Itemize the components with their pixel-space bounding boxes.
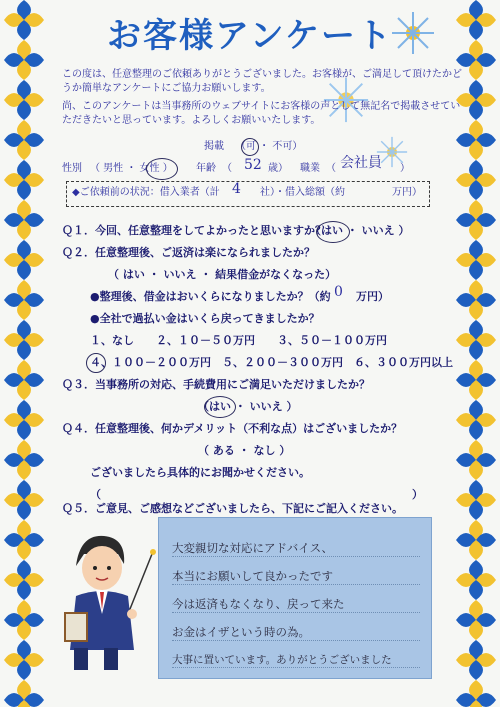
sex-label: 性別 (62, 163, 82, 174)
intro-line: 尚、このアンケートは当事務所のウェブサイトにお客様の声として無記名で掲載させてい (62, 101, 461, 112)
left-decorative-border (4, 0, 44, 707)
header (60, 10, 440, 62)
job-value: 会社員 (340, 155, 382, 171)
comment-line: 大変親切な対応にアドバイス、 (172, 540, 420, 557)
sparkle-icon (388, 8, 438, 58)
q2-options: （ はい ・ いいえ ・ 結果借金がなくなった） (108, 268, 337, 281)
q4-text: Ｑ４．任意整理後、何かデメリット（不利な点）はございましたか？ (62, 422, 403, 435)
age-label: 年齢 (196, 163, 216, 174)
q2-row1: １、なし ２、１０－５０万円 ３、５０－１００万円 (90, 334, 387, 347)
status-prefix: ◆ご依頼前の状況：借入業者（計 (72, 187, 220, 198)
selected-mark (316, 221, 350, 243)
status-suffix: 万円） (392, 187, 422, 198)
q4-blank-open: （ (90, 488, 101, 501)
q3-options: （はい ・ いいえ ） (198, 400, 298, 413)
selected-mark (86, 353, 106, 373)
age-value: 52 (244, 157, 262, 173)
q2-text: Ｑ２．任意整理後、ご返済は楽になられましたか？ (62, 246, 315, 259)
status-mid: 社）・借入総額（約 (260, 187, 345, 198)
selected-mark (146, 158, 178, 180)
q4-blank-close: ） (412, 488, 423, 501)
selected-mark (204, 396, 236, 418)
q2-sub2: ●全社で過払い金はいくら戻ってきましたか？ (90, 312, 320, 325)
q4-followup: ございましたら具体的にお聞かせください。 (90, 466, 310, 479)
q5-text: Ｑ５．ご意見、ご感想などございましたら、下記にご記入ください。 (62, 502, 403, 515)
q1-text: Ｑ１．今回、任意整理をしてよかったと思いますか？ (62, 224, 326, 237)
comment-line: お金はイザという時の為。 (172, 624, 420, 641)
q2-row2: ４、１００－２００万円 ５、２００－３００万円 ６、３００万円以上 (90, 356, 453, 369)
comment-line: 大事に置いています。ありがとうございました (172, 652, 420, 668)
q1-options: （はい ・ いいえ ） (310, 224, 410, 237)
selected-mark (241, 138, 259, 156)
q4-options: （ ある ・ なし ） (198, 444, 291, 457)
age-unit: 歳） (268, 163, 288, 174)
q2-sub1-value: 0 (334, 284, 343, 300)
businessman-illustration (58, 524, 158, 674)
status-companies: 4 (232, 181, 241, 197)
q3-text: Ｑ３．当事務所の対応、手続費用にご満足いただけましたか？ (62, 378, 370, 391)
q2-sub1: ●整理後、借金はおいくらになりましたか？（約 (90, 290, 331, 303)
right-decorative-border (456, 0, 496, 707)
sex-options: （ 男性 ・ 女性 ） (90, 163, 173, 174)
intro-line: この度は、任意整理のご依頼ありがとうございました。お客様が、ご満足して頂けたかど (62, 69, 462, 80)
intro-line: ただきたいと思っています。よろしくお願いいたします。 (62, 115, 321, 126)
q2-sub1-unit: 万円） (356, 290, 389, 303)
survey-sheet: お客様アンケート この度は、任意整理のご依頼ありがとうございました。お客様が、ご満足して頂けたかど うか簡単なアンケートにご協力お願いします。 尚、このアンケートは当事務所のウェブサイトにお客様の声として無記名で掲載させてい ただきたいと思っています。よろしくお願いいたします。 掲載 （可 ・ 不可） 性別 （ 男性 ・ 女性 ） 年齢 （ 52 歳） 職業 （ 会社員 ） ◆ご依頼前の状況：借入業者（計 4 社）・借入総額（約 万円） Ｑ１．今回、任意整理をしてよかったと思いますか？ （はい ・ いいえ ） Ｑ２．任意整理後、ご返済は楽になられましたか？ （ はい ・ いいえ ・ 結果借金がなくなった） ●整理後、借金はおいくらになりましたか？（約 0 万円） ●全社で過払い金はいくら戻ってきましたか？ １、なし ２、１０－５０万円 ３、５０－１００万円 ４、１００－２００万円 ５、２００－３００万円 ６、３００万円以上 Ｑ３．当事務所の対応、手続費用にご満足いただけましたか？ （はい ・ いいえ ） Ｑ４．任意整理後、何かデメリット（不利な点）はございましたか？ （ ある ・ なし ） ございましたら具体的にお聞かせください。 （ ） Ｑ５．ご意見、ご感想などございましたら、下記にご記入ください。 大変親切な対応にアドバイス、 本当にお願いして良かったです 今は返済もなくなり、戻って来た お金はイザという時の為。 大事に置いています。ありがとうございました (0, 0, 500, 707)
publish-label: 掲載 (204, 141, 224, 152)
comment-line: 本当にお願いして良かったです (172, 568, 420, 585)
comment-line: 今は返済もなくなり、戻って来た (172, 596, 420, 613)
job-label: 職業 (300, 163, 320, 174)
publish-options: （可 ・ 不可） (236, 141, 303, 152)
page-title: お客様アンケート (107, 16, 393, 56)
intro-line: うか簡単なアンケートにご協力お願いします。 (62, 83, 271, 94)
